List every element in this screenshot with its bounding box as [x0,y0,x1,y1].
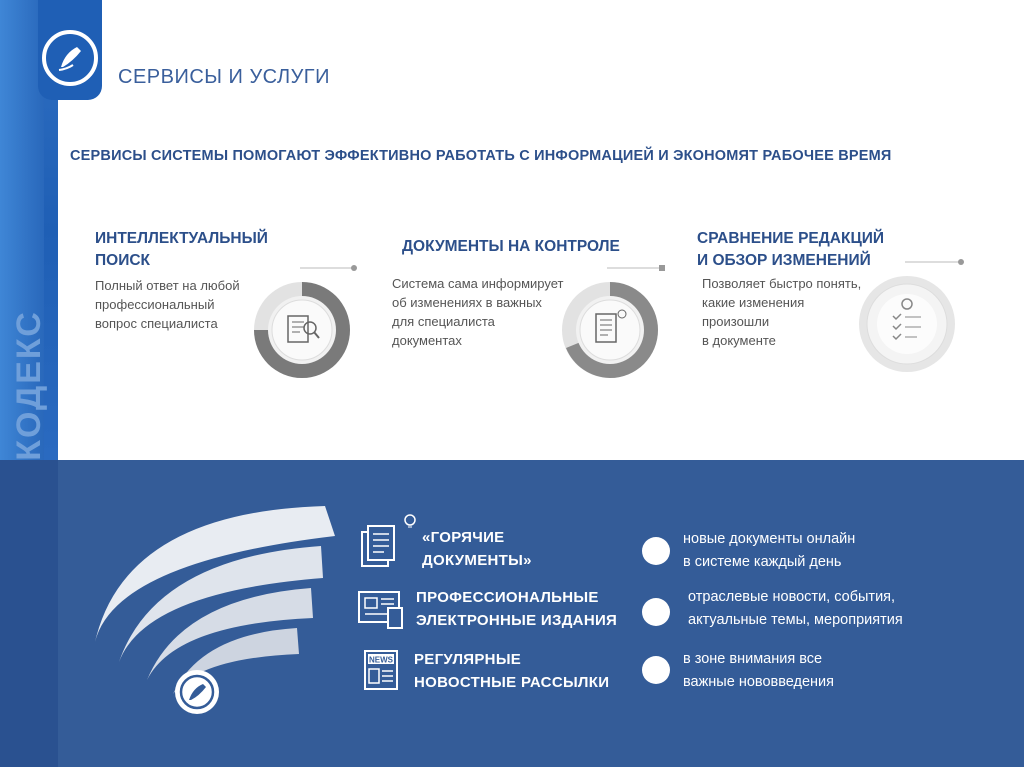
pen-logo-icon [42,30,98,86]
logo-badge [38,0,102,100]
page-title: СЕРВИСЫ И УСЛУГИ [118,66,330,88]
service-title-hot: «ГОРЯЧИЕ ДОКУМЕНТЫ» [422,529,532,569]
page-subtitle: СЕРВИСЫ СИСТЕМЫ ПОМОГАЮТ ЭФФЕКТИВНО РАБОТАТЬ С ИНФОРМАЦИЕЙ И ЭКОНОМЯТ РАБОЧЕЕ ВРЕМЯ [70,148,892,164]
bullet-dot [642,656,670,684]
newsletter-icon [362,648,402,692]
bullet-dot [642,537,670,565]
e-publication-icon [356,586,408,632]
feature-title-compare: СРАВНЕНИЕ РЕДАКЦИЙ И ОБЗОР ИЗМЕНЕНИЙ [697,230,885,269]
bullet-dot [642,598,670,626]
service-desc-newsletters: в зоне внимания все важные нововведения [683,651,834,690]
feature-title-search: ИНТЕЛЛЕКТУАЛЬНЫЙ ПОИСК [95,230,268,269]
hot-documents-icon [358,512,420,572]
feature-desc-compare: Позволяет быстро понять, какие изменения произошли в документе [702,276,862,348]
brand-text: КОДЕКС [9,309,48,461]
service-desc-hot: новые документы онлайн в системе каждый день [683,531,856,570]
bottom-strip [0,460,58,767]
document-search-icon [248,262,360,382]
checklist-clock-icon [855,256,967,380]
service-title-newsletters: РЕГУЛЯРНЫЕ НОВОСТНЫЕ РАССЫЛКИ [414,651,610,691]
vertical-brand [2,300,56,470]
service-title-publications: ПРОФЕССИОНАЛЬНЫЕ ЭЛЕКТРОННЫЕ ИЗДАНИЯ [416,589,618,629]
newsletter-icon-label: NEWS [369,655,393,665]
feature-desc-search: Полный ответ на любой профессиональный вопрос специалиста [95,278,240,331]
document-control-icon [552,262,667,382]
feature-desc-control: Система сама информирует об изменениях в важных для специалиста документах [392,276,564,348]
wing-logo-icon [85,502,345,722]
service-desc-publications: отраслевые новости, события, актуальные темы, мероприятия [688,589,903,628]
feature-title-control: ДОКУМЕНТЫ НА КОНТРОЛЕ [402,238,620,255]
